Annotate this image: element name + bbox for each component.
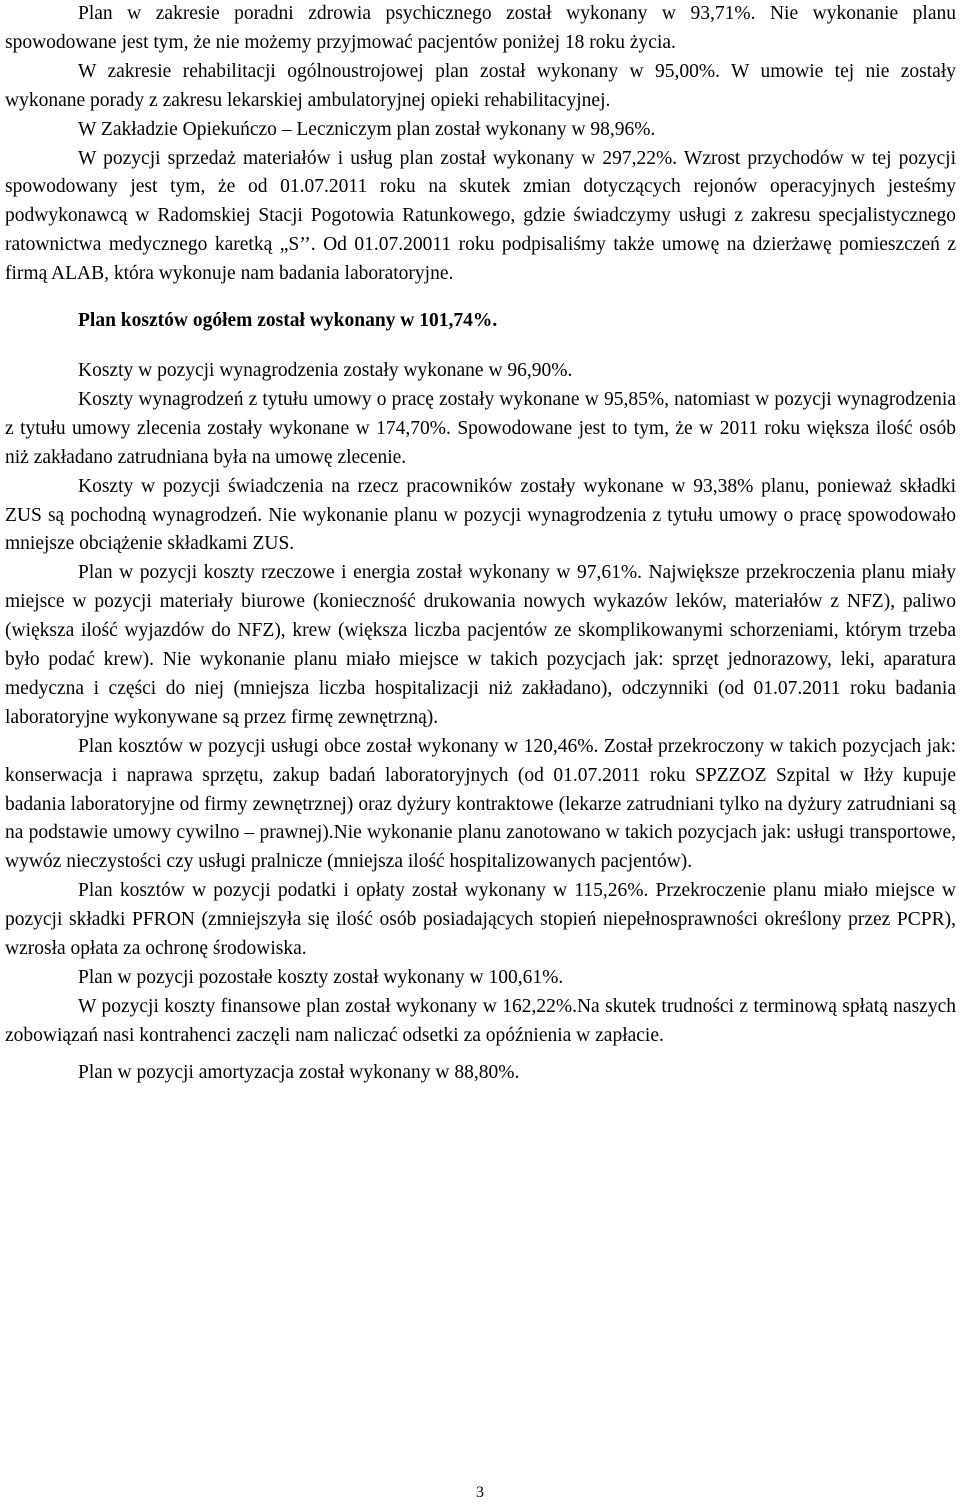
paragraph-financial-costs: W pozycji koszty finansowe plan został wykonany w 162,22%.Na skutek trudności z terminową spłatą naszych zobowiązań nasi kontrahenci zaczęli nam naliczać odsetki za opóźnienia w zapłacie. [5,995,956,1046]
paragraph-external-services: Plan kosztów w pozycji usługi obce został wykonany w 120,46%. Został przekroczony w takich pozycjach jak: konserwacja i naprawa sprzętu, zakup badań laboratoryjnych (od 01.07.2011 roku SPZZOZ Szpital w Iłży kupuje badania laboratoryjne od firmy zewnętrznej) oraz dyżury kontraktowe (lekarze zatrudniani tylko na dyżury zatrudniani są na podstawie umowy cywilno – prawnej).Nie wykonanie planu zanotowano w takich pozycjach jak: usługi transportowe, wywóz nieczystości czy usługi pralnicze (mniejsza ilość hospitalizowanych pacjentów). [5,735,956,873]
paragraph-psychiatric-clinic: Plan w zakresie poradni zdrowia psychicznego został wykonany w 93,71%. Nie wykonanie planu spowodowane jest tym, że nie możemy przyjmować pacjentów poniżej 18 roku życia. [5,3,956,53]
paragraph-care-facility: W Zakładzie Opiekuńczo – Leczniczym plan został wykonany w 98,96%. [78,118,656,140]
paragraph-depreciation: Plan w pozycji amortyzacja został wykonany w 88,80%. [78,1061,520,1083]
paragraph-taxes-fees: Plan kosztów w pozycji podatki i opłaty został wykonany w 115,26%. Przekroczenie planu miało miejsce w pozycji składki PFRON (zmniejszyła się ilość osób posiadających stopień niepełnosprawności określony przez PCPR), wzrosła opłata za ochronę środowiska. [5,880,956,960]
paragraph-other-costs: Plan w pozycji pozostałe koszty został wykonany w 100,61%. [78,967,564,988]
heading-total-costs: Plan kosztów ogółem został wykonany w 101,74%. [78,310,498,332]
paragraph-salary-costs: Koszty w pozycji wynagrodzenia zostały wykonane w 96,90%. [78,359,573,381]
paragraph-rehabilitation: W zakresie rehabilitacji ogólnoustrojowej plan został wykonany w 95,00%. W umowie tej nie zostały wykonane porady z zakresu lekarskiej ambulatoryjnej opieki rehabilitacyjnej. [5,60,956,111]
paragraph-employment-contracts: Koszty wynagrodzeń z tytułu umowy o pracę zostały wykonane w 95,85%, natomiast w pozycji wynagrodzenia z tytułu umowy zlecenia zostały wykonane w 174,70%. Spowodowane jest to tym, że w 2011 roku większa ilość osób niż zakładano zatrudniana była na umowę zlecenie. [5,388,956,468]
page-number: 3 [476,1484,484,1501]
paragraph-material-costs: Plan w pozycji koszty rzeczowe i energia został wykonany w 97,61%. Największe przekroczenia planu miały miejsce w pozycji materiały biurowe (konieczność drukowania nowych wykazów leków, materiałów z NFZ), paliwo (większa ilość wyjazdów do NFZ), krew (większa liczba pacjentów ze skomplikowanymi schorzeniami, którym trzeba było podać krew). Nie wykonanie planu miało miejsce w takich pozycjach jak: sprzęt jednorazowy, leki, aparatura medyczna i części do niej (mniejsza liczba hospitalizacji niż zakładano), odczynniki (od 01.07.2011 roku badania laboratoryjne wykonywane są przez firmę zewnętrzną). [5,562,956,728]
paragraph-sales-services: W pozycji sprzedaż materiałów i usług plan został wykonany w 297,22%. Wzrost przychodów w tej pozycji spowodowany jest tym, że od 01.07.2011 roku na skutek zmian dotyczących rejonów operacyjnych jesteśmy podwykonawcą w Radomskiej Stacji Pogotowia Ratunkowego, gdzie świadczymy usługi z zakresu specjalistycznego ratownictwa medycznego karetką „S’’. Od 01.07.20011 roku podpisaliśmy także umowę na dzierżawę pomieszczeń z firmą ALAB, która wykonuje nam badania laboratoryjne. [5,147,956,285]
paragraph-employee-benefits: Koszty w pozycji świadczenia na rzecz pracowników zostały wykonane w 93,38% planu, ponieważ składki ZUS są pochodną wynagrodzeń. Nie wykonanie planu w pozycji wynagrodzenia z tytułu umowy o pracę spowodowało mniejsze obciążenie składkami ZUS. [5,475,956,555]
document-page [5,0,956,1088]
